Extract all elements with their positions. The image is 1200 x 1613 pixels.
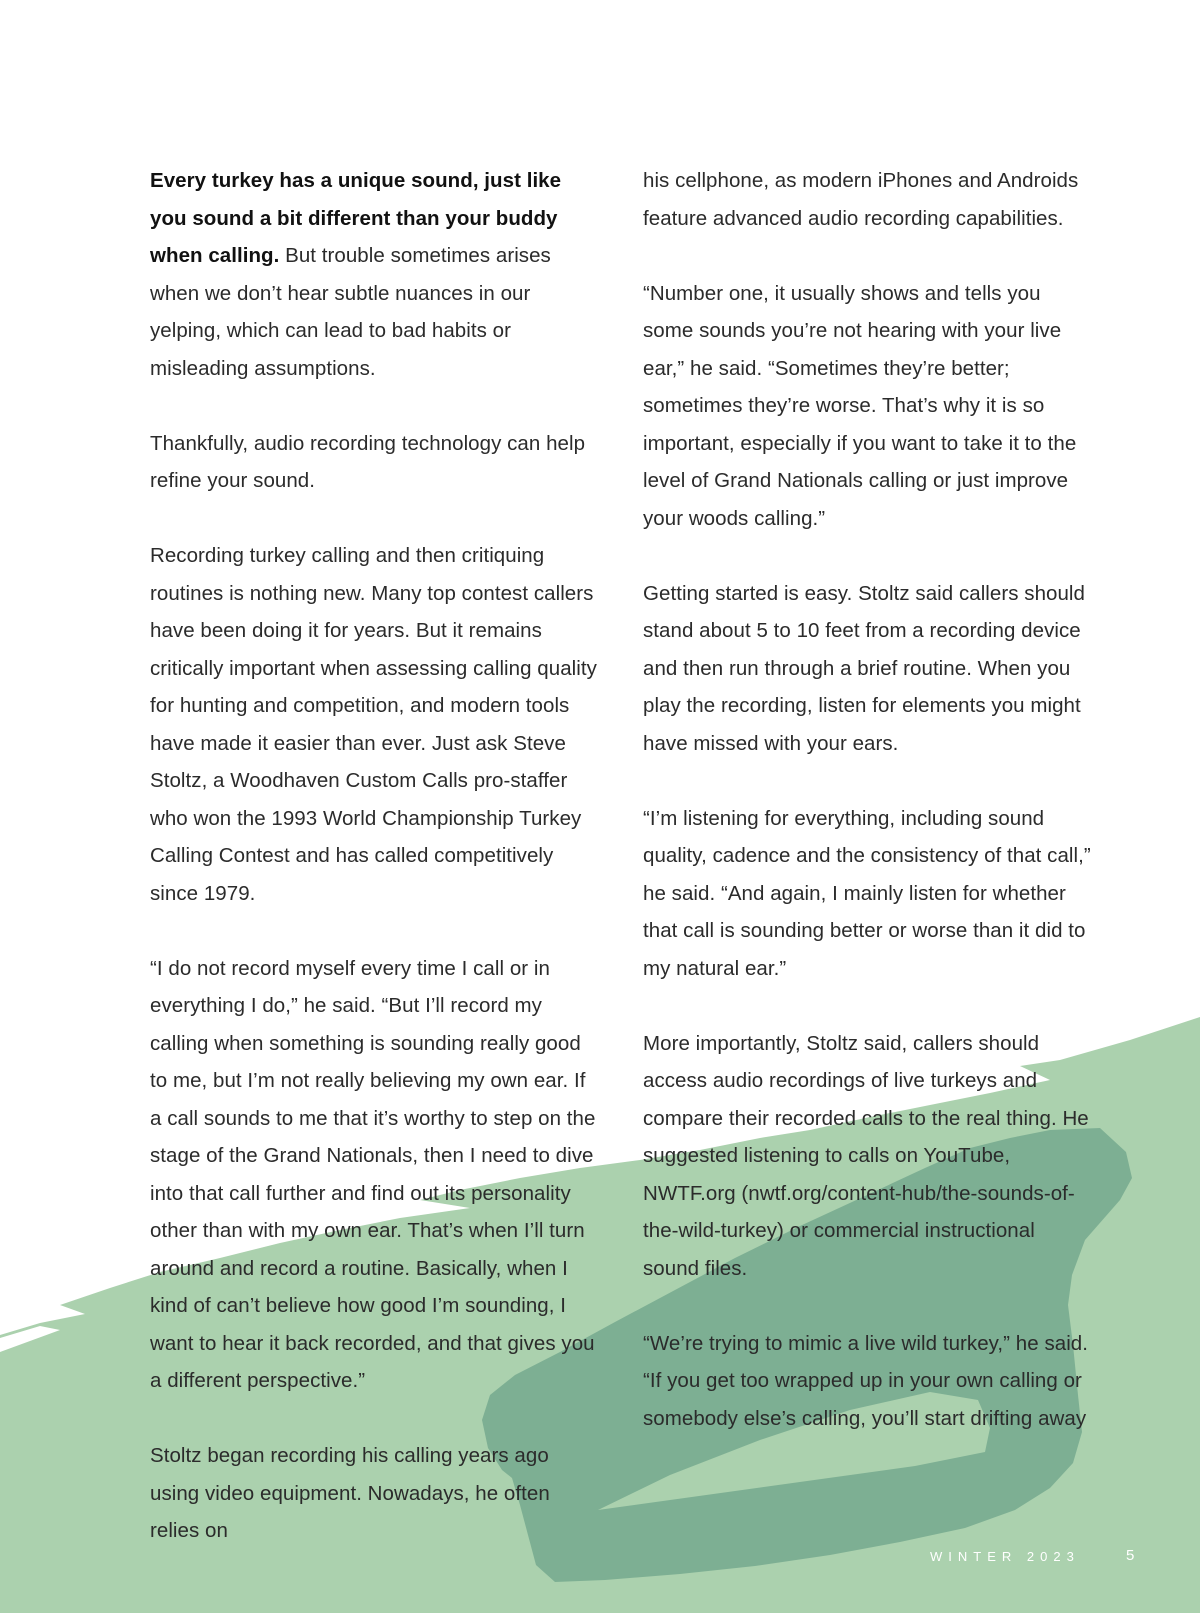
article-lead-paragraph [150, 162, 600, 387]
article-paragraph: “We’re trying to mimic a live wild turkey,” he said. “If you get too wrapped up in your own calling or somebody else’s calling, you’ll start drifting away [643, 1331, 1088, 1430]
article-left-column [150, 162, 600, 1587]
page-number: 5 [1126, 1547, 1135, 1564]
lead-body-text: But trouble sometimes arises when we don’t hear subtle nuances in our yelping, which can lead to bad habits or misleading assumptions. [150, 244, 551, 380]
article-right-column [643, 162, 1093, 1475]
lead-bold-text: Every turkey has a unique sound, just like you sound a bit different than your buddy when calling. [150, 169, 562, 267]
article-paragraph: Getting started is easy. Stoltz said callers should stand about 5 to 10 feet from a recording device and then run through a brief routine. When you play the recording, listen for elements you might have missed with your ears. [643, 581, 1085, 755]
article-paragraph: “I’m listening for everything, including sound quality, cadence and the consistency of that call,” he said. “And again, I mainly listen for whether that call is sounding better or worse than it did to my natural ear.” [643, 806, 1091, 980]
article-paragraph: his cellphone, as modern iPhones and Androids feature advanced audio recording capabilities. [643, 169, 1079, 230]
article-paragraph: Stoltz began recording his calling years ago using video equipment. Nowadays, he often relies on [150, 1444, 550, 1542]
article-paragraph: Recording turkey calling and then critiquing routines is nothing new. Many top contest callers have been doing it for years. But it remains critically important when assessing calling quality for hunting and competition, and modern tools have made it easier than ever. Just ask Steve Stoltz, a Woodhaven Custom Calls pro-staffer who won the 1993 World Championship Turkey Calling Contest and has called competitively since 1979. [150, 544, 597, 905]
article-paragraph: Thankfully, audio recording technology can help refine your sound. [150, 431, 586, 492]
issue-label: WINTER 2023 [930, 1549, 1080, 1564]
article-paragraph: More importantly, Stoltz said, callers should access audio recordings of live turkeys and compare their recorded calls to the real thing. He suggested listening to calls on YouTube, NWTF.org (nwtf.org/content-hub/the-sounds-of-the-wild-turkey) or commercial instructional sound files. [643, 1031, 1089, 1280]
article-paragraph: “I do not record myself every time I call or in everything I do,” he said. “But I’ll record my calling when something is sounding really good to me, but I’m not really believing my own ear. If a call sounds to me that it’s worthy to step on the stage of the Grand Nationals, then I need to dive into that call further and find out its personality other than with my own ear. That’s when I’ll turn around and record a routine. Basically, when I kind of can’t believe how good I’m sounding, I want to hear it back recorded, and that gives you a different perspective.” [150, 956, 596, 1392]
article-paragraph: “Number one, it usually shows and tells you some sounds you’re not hearing with your live ear,” he said. “Sometimes they’re better; sometimes they’re worse. That’s why it is so important, especially if you want to take it to the level of Grand Nationals calling or just improve your woods calling.” [643, 281, 1077, 530]
